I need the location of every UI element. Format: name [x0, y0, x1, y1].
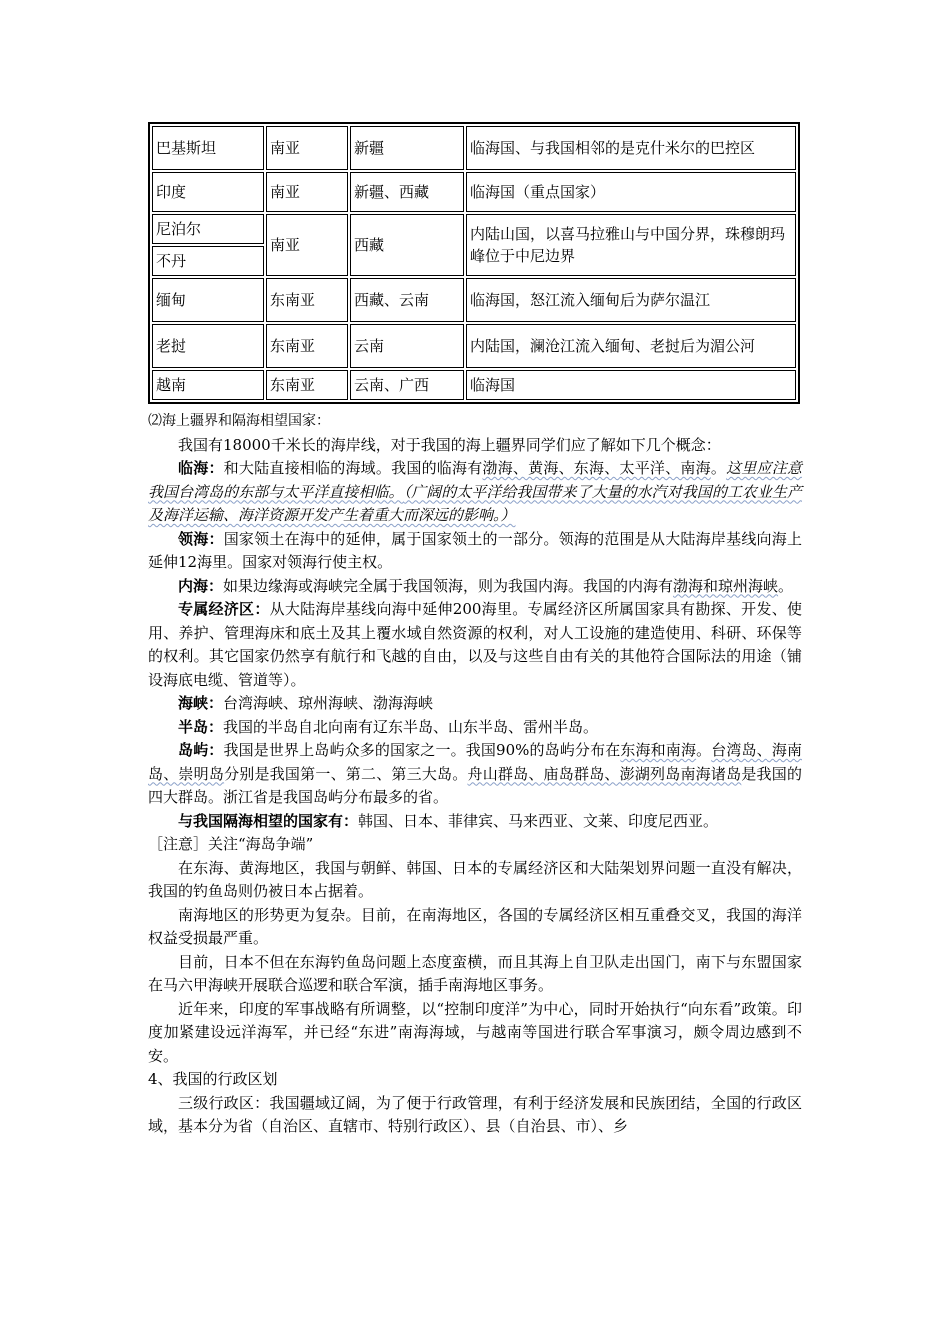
- highlighted-text: 东海和南海: [620, 741, 697, 759]
- term-label: 半岛：: [178, 717, 224, 736]
- region-cell: 南亚: [266, 126, 348, 170]
- intro-paragraph: 我国有18000千米长的海岸线，对于我国的海上疆界同学们应了解如下几个概念：: [178, 435, 721, 454]
- definition-text: 从大陆海岸基线向海中延伸200海里。专属经济区所属国家具有勘探、开发、使用、养护、管理海床和底土及其上覆水域自然资源的权利，对人工设施的建造使用、科研、环保等的权利。其它国家仍然享有航行和飞越的自由，以及与这些自由有关的其他符合国际法的用途（铺设海底电缆、管道等）。: [148, 600, 802, 689]
- country-cell: 尼泊尔: [152, 214, 264, 244]
- table-row: [152, 172, 796, 212]
- strait-paragraph: [148, 692, 802, 716]
- region-cell: 东南亚: [266, 324, 348, 368]
- neihai-paragraph: [148, 575, 802, 599]
- note-cell: 临海国: [466, 370, 796, 400]
- linhai-paragraph: [148, 457, 802, 528]
- country-cell: 不丹: [152, 246, 264, 276]
- definition-text: 我国是世界上岛屿众多的国家之一。我国90%的岛屿分布在: [223, 741, 621, 759]
- table-row: [152, 278, 796, 322]
- table-row: [152, 324, 796, 368]
- country-cell: 越南: [152, 370, 264, 400]
- table-row: [152, 126, 796, 170]
- province-cell: 新疆: [350, 126, 464, 170]
- note-paragraph: 近年来，印度的军事战略有所调整，以“控制印度洋”为中心，同时开始执行“向东看”政策。印度加紧建设远洋海军，并已经“东进”南海海域，与越南等国进行联合军事演习，颇令周边感到不安。: [148, 999, 802, 1065]
- region-cell: 南亚: [266, 172, 348, 212]
- term-label: 岛屿：: [178, 741, 224, 759]
- italic-note: 这里应注意我国台湾岛的东部与太平洋直接相临。: [148, 459, 802, 501]
- neighbors-paragraph: [148, 810, 802, 834]
- highlighted-text: 渤海和琼州海峡: [673, 576, 779, 595]
- note-cell: 内陆山国，以喜马拉雅山与中国分界，珠穆朗玛峰位于中尼边界: [466, 214, 796, 276]
- province-cell: 新疆、西藏: [350, 172, 464, 212]
- definition-text: 我国的半岛自北向南有辽东半岛、山东半岛、雷州半岛。: [223, 717, 599, 736]
- note-paragraph: 在东海、黄海地区，我国与朝鲜、韩国、日本的专属经济区和大陆架划界问题一直没有解决，我国的钓鱼岛则仍被日本占据着。: [148, 858, 802, 900]
- region-cell: 东南亚: [266, 278, 348, 322]
- definition-text: 。: [710, 459, 727, 477]
- province-cell: 云南、广西: [350, 370, 464, 400]
- term-label: 与我国隔海相望的国家有：: [178, 811, 359, 830]
- linghai-paragraph: [148, 528, 802, 575]
- note-cell: 临海国、与我国相邻的是克什米尔的巴控区: [466, 126, 796, 170]
- region-cell: 南亚: [266, 214, 348, 276]
- province-cell: 西藏、云南: [350, 278, 464, 322]
- note-paragraph: 目前，日本不但在东海钓鱼岛问题上态度蛮横，而且其海上自卫队走出国门，南下与东盟国家在马六甲海峡开展联合巡逻和联合军演，插手南海地区事务。: [148, 952, 802, 994]
- term-label: 临海：: [178, 459, 224, 477]
- section-heading: ⑵海上疆界和隔海相望国家：: [148, 413, 330, 429]
- peninsula-paragraph: [148, 716, 802, 740]
- table-row: [152, 214, 796, 244]
- country-cell: 巴基斯坦: [152, 126, 264, 170]
- neighbor-countries-table: [148, 122, 800, 404]
- definition-text: 。: [696, 741, 712, 759]
- body-text: [148, 410, 802, 1139]
- table-row: [152, 370, 796, 400]
- definition-text: 和大陆直接相临的海域。我国的临海有: [223, 459, 483, 477]
- definition-text: 台湾海峡、琼州海峡、渤海海峡: [223, 694, 434, 712]
- term-label: 专属经济区：: [178, 600, 270, 618]
- definition-text: 韩国、日本、菲律宾、马来西亚、文莱、印度尼西亚。: [358, 811, 719, 830]
- definition-text: 如果边缘海或海峡完全属于我国领海，则为我国内海。我国的内海有: [223, 576, 674, 595]
- section-heading: 4、我国的行政区划: [148, 1070, 278, 1088]
- note-heading: ［注意］关注“海岛争端”: [148, 835, 314, 853]
- highlighted-text: 舟山群岛、庙岛群岛、澎湖列岛南海诸岛: [467, 764, 742, 783]
- note-cell: 内陆国，澜沧江流入缅甸、老挝后为湄公河: [466, 324, 796, 368]
- country-cell: 缅甸: [152, 278, 264, 322]
- term-label: 海峡：: [178, 694, 224, 712]
- definition-text: 。: [778, 576, 794, 595]
- highlighted-text: 台湾岛、海南岛、崇明岛: [148, 741, 802, 783]
- term-label: 领海：: [178, 529, 224, 548]
- note-cell: 临海国（重点国家）: [466, 172, 796, 212]
- islands-paragraph: [148, 739, 802, 810]
- term-label: 内海：: [178, 576, 224, 595]
- province-cell: 云南: [350, 324, 464, 368]
- highlighted-text: 渤海、黄海、东海、太平洋、南海: [482, 459, 711, 477]
- country-cell: 老挝: [152, 324, 264, 368]
- definition-text: 国家领土在海中的延伸，属于国家领土的一部分。领海的范围是从大陆海岸基线向海上延伸12海里。国家对领海行使主权。: [148, 529, 802, 571]
- italic-note: （广阔的太平洋给我国带来了大量的水汽对我国的工农业生产及海洋运输、海洋资源开发产生着重大而深远的影响。）: [148, 482, 802, 524]
- country-cell: 印度: [152, 172, 264, 212]
- region-cell: 东南亚: [266, 370, 348, 400]
- note-paragraph: 南海地区的形势更为复杂。目前，在南海地区，各国的专属经济区相互重叠交叉，我国的海洋权益受损最严重。: [148, 905, 802, 947]
- definition-text: 分别是我国第一、第二、第三大岛。: [224, 764, 468, 783]
- admin-paragraph: 三级行政区：我国疆域辽阔，为了便于行政管理，有利于经济发展和民族团结，全国的行政区域，基本分为省（自治区、直辖市、特别行政区）、县（自治县、市）、乡: [148, 1093, 802, 1135]
- eez-paragraph: [148, 598, 802, 692]
- definition-text: 是我国的四大群岛。浙江省是我国岛屿分布最多的省。: [148, 764, 802, 806]
- province-cell: 西藏: [350, 214, 464, 276]
- note-cell: 临海国，怒江流入缅甸后为萨尔温江: [466, 278, 796, 322]
